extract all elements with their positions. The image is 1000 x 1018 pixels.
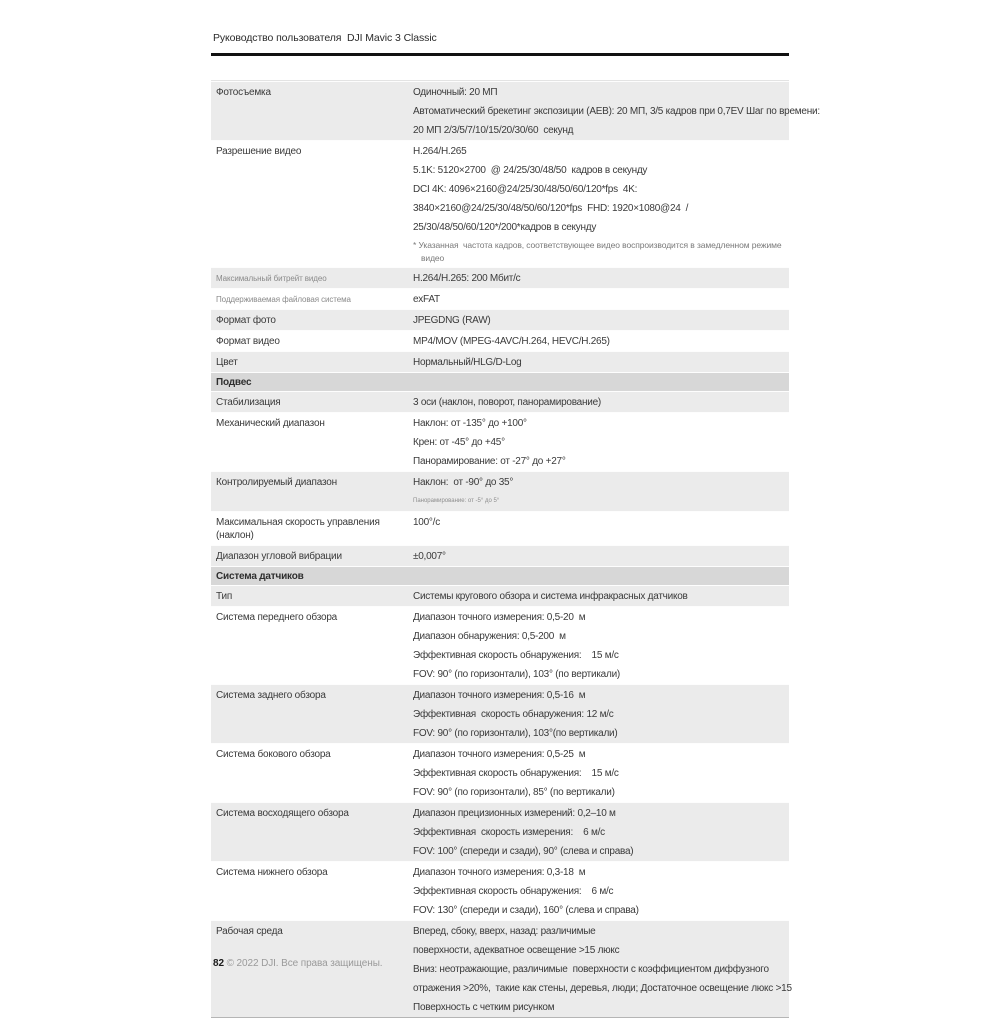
spec-row xyxy=(211,412,789,471)
spec-value-line: DCI 4K: 4096×2160@24/25/30/48/50/60/120*fps 4K: xyxy=(413,184,638,195)
spec-value xyxy=(413,549,789,563)
page-content xyxy=(211,0,820,1018)
spec-value-line: Нормальный/HLG/D-Log xyxy=(413,357,522,368)
spec-label: Максимальная скорость управления (наклон) xyxy=(216,517,380,541)
spec-value xyxy=(413,747,789,799)
spec-value-line: Диапазон точного измерения: 0,5-20 м xyxy=(413,612,586,623)
spec-label: Система восходящего обзора xyxy=(216,808,349,819)
spec-row xyxy=(211,861,789,920)
spec-value-line: Наклон: от -90° до 35° xyxy=(413,477,514,488)
spec-value-line: Вперед, сбоку, вверх, назад: различимые xyxy=(413,926,596,937)
spec-label: Тип xyxy=(216,591,233,602)
spec-value xyxy=(413,144,789,264)
spec-row xyxy=(211,585,789,606)
spec-value-line: Наклон: от -135° до +100° xyxy=(413,418,527,429)
spec-value-line: 25/30/48/50/60/120*/200*кадров в секунду xyxy=(413,222,597,233)
spec-label: Поддерживаемая файловая система xyxy=(216,295,351,304)
section-header-row xyxy=(211,372,789,391)
spec-value-line: Эффективная скорость обнаружения: 15 м/с xyxy=(413,768,619,779)
spec-value xyxy=(413,688,789,740)
spec-value xyxy=(413,271,789,285)
spec-value xyxy=(413,589,789,603)
spec-label: Формат фото xyxy=(216,315,276,326)
spec-row xyxy=(211,511,789,545)
spec-value-line: Системы кругового обзора и система инфракрасных датчиков xyxy=(413,591,688,602)
spec-value-line: Панорамирование: от -5° до 5° xyxy=(413,498,500,504)
spec-value xyxy=(413,85,820,137)
spec-value-line: 3840×2160@24/25/30/48/50/60/120*fps FHD: 1920×1080@24 / xyxy=(413,203,689,214)
spec-value-line: 100°/с xyxy=(413,517,440,528)
spec-value-line: FOV: 90° (по горизонтали), 103°(по вертикали) xyxy=(413,728,618,739)
spec-row xyxy=(211,267,789,288)
spec-row xyxy=(211,743,789,802)
spec-value-line: Эффективная скорость обнаружения: 6 м/с xyxy=(413,886,614,897)
spec-value-line: FOV: 100° (спереди и сзади), 90° (слева и справа) xyxy=(413,846,634,857)
section-header-label: Подвес xyxy=(216,377,252,388)
spec-row xyxy=(211,309,789,330)
spec-row xyxy=(211,140,789,267)
spec-label: Фотосъемка xyxy=(216,87,271,98)
spec-value xyxy=(413,395,789,409)
spec-value xyxy=(413,806,789,858)
spec-value-line: Диапазон прецизионных измерений: 0,2–10 м xyxy=(413,808,616,819)
copyright-text: © 2022 DJI. Все права защищены. xyxy=(223,958,383,969)
spec-value-line: Эффективная скорость измерения: 6 м/с xyxy=(413,827,605,838)
spec-value-line: 5.1K: 5120×2700 @ 24/25/30/48/50 кадров в секунду xyxy=(413,165,648,176)
spec-value-line: 20 МП 2/3/5/7/10/15/20/30/60 секунд xyxy=(413,125,574,136)
spec-value xyxy=(413,292,789,306)
page-number: 82 xyxy=(213,958,224,969)
spec-row xyxy=(211,351,789,372)
spec-value-line: FOV: 90° (по горизонтали), 103° (по вертикали) xyxy=(413,669,620,680)
spec-value xyxy=(413,515,789,529)
spec-label: Механический диапазон xyxy=(216,418,325,429)
spec-value-line: exFAT xyxy=(413,294,440,305)
spec-value-line: Автоматический брекетинг экспозиции (AEB): 20 МП, 3/5 кадров при 0,7EV Шаг по времени: xyxy=(413,106,820,117)
spec-label: Система нижнего обзора xyxy=(216,867,328,878)
spec-value xyxy=(413,355,789,369)
section-header-row xyxy=(211,566,789,585)
spec-value-line: поверхности, адекватное освещение >15 люкс xyxy=(413,945,620,956)
spec-value-line: видео xyxy=(421,253,445,263)
spec-label: Разрешение видео xyxy=(216,146,302,157)
doc-footer xyxy=(213,958,382,969)
spec-label: Формат видео xyxy=(216,336,280,347)
spec-row xyxy=(211,288,789,309)
spec-label: Контролируемый диапазон xyxy=(216,477,337,488)
header-rule xyxy=(211,53,789,56)
spec-value-line: Диапазон точного измерения: 0,3-18 м xyxy=(413,867,586,878)
spec-label: Система заднего обзора xyxy=(216,690,326,701)
spec-value-line: FOV: 90° (по горизонтали), 85° (по вертикали) xyxy=(413,787,615,798)
spec-label: Цвет xyxy=(216,357,238,368)
spec-label: Диапазон угловой вибрации xyxy=(216,551,342,562)
spec-label: Система переднего обзора xyxy=(216,612,338,623)
spec-row xyxy=(211,81,820,140)
spec-value-line: Эффективная скорость обнаружения: 12 м/с xyxy=(413,709,614,720)
spec-label: Система бокового обзора xyxy=(216,749,331,760)
spec-value xyxy=(413,334,789,348)
spec-row xyxy=(211,391,789,412)
spec-value-line: Эффективная скорость обнаружения: 15 м/с xyxy=(413,650,619,661)
spec-value xyxy=(413,416,789,468)
spec-row xyxy=(211,684,789,743)
spec-value-line: Крен: от -45° до +45° xyxy=(413,437,505,448)
spec-row xyxy=(211,545,789,566)
spec-row xyxy=(211,606,789,684)
spec-value xyxy=(413,475,789,508)
spec-value-line: Одиночный: 20 МП xyxy=(413,87,498,98)
spec-value-line: Панорамирование: от -27° до +27° xyxy=(413,456,566,467)
spec-value-line: Диапазон обнаружения: 0,5-200 м xyxy=(413,631,566,642)
spec-value xyxy=(413,865,789,917)
spec-table xyxy=(211,80,820,1018)
spec-row xyxy=(211,471,789,511)
spec-value xyxy=(413,313,789,327)
spec-value-line: * Указанная частота кадров, соответствующее видео воспроизводится в замедленном режиме xyxy=(413,240,782,250)
spec-value-line: Поверхность с четким рисунком xyxy=(413,1002,555,1013)
spec-row xyxy=(211,330,789,351)
spec-value-line: H.264/H.265: 200 Мбит/с xyxy=(413,273,521,284)
spec-label: Стабилизация xyxy=(216,397,281,408)
spec-value xyxy=(413,610,789,681)
spec-value-line: MP4/MOV (MPEG-4AVC/H.264, HEVC/H.265) xyxy=(413,336,610,347)
spec-value-line: Диапазон точного измерения: 0,5-16 м xyxy=(413,690,586,701)
spec-value-line: Вниз: неотражающие, различимые поверхности с коэффициентом диффузного xyxy=(413,964,769,975)
spec-value-line: H.264/H.265 xyxy=(413,146,467,157)
spec-row xyxy=(211,802,789,861)
spec-label: Рабочая среда xyxy=(216,926,283,937)
spec-value xyxy=(413,924,792,1014)
spec-value-line: отражения >20%, такие как стены, деревья, люди; Достаточное освещение люкс >15 xyxy=(413,983,792,994)
spec-value-line: JPEGDNG (RAW) xyxy=(413,315,491,326)
section-header-label: Система датчиков xyxy=(216,571,304,582)
doc-title: Руководство пользователя DJI Mavic 3 Classic xyxy=(213,32,437,44)
spec-value-line: 3 оси (наклон, поворот, панорамирование) xyxy=(413,397,601,408)
spec-label: Максимальный битрейт видео xyxy=(216,274,327,283)
spec-value-line: Диапазон точного измерения: 0,5-25 м xyxy=(413,749,586,760)
spec-value-line: FOV: 130° (спереди и сзади), 160° (слева и справа) xyxy=(413,905,639,916)
spec-value-line: ±0,007° xyxy=(413,551,446,562)
